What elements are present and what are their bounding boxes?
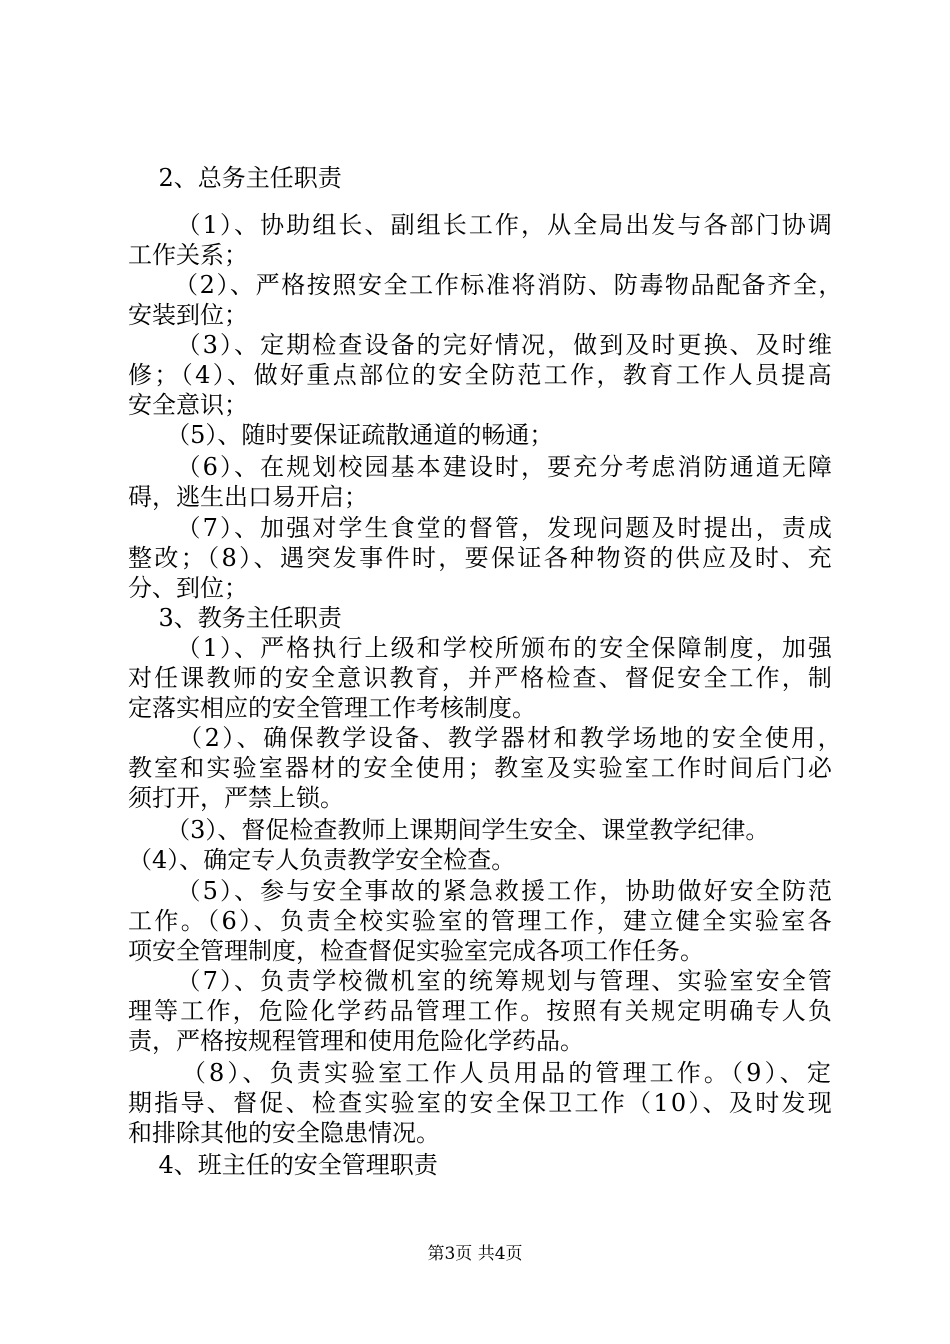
text-line: （1）、协助组长、副组长工作，从全局出发与各部门协调 xyxy=(128,211,834,239)
text-line: （2）、确保教学设备、教学器材和教学场地的安全使用， xyxy=(128,724,844,752)
text-line: 2、总务主任职责 xyxy=(128,164,342,192)
text-line: 整改；（8）、遇突发事件时，要保证各种物资的供应及时、充 xyxy=(128,544,834,572)
text-line: 3、教务主任职责 xyxy=(128,604,342,632)
text-line: （7）、加强对学生食堂的督管，发现问题及时提出，责成 xyxy=(128,514,834,542)
text-line: 工作关系； xyxy=(128,241,248,269)
text-line: 教室和实验室器材的安全使用；教室及实验室工作时间后门必 xyxy=(128,754,834,782)
text-line: 碍，逃生出口易开启； xyxy=(128,483,368,511)
text-line: （3）、定期检查设备的完好情况，做到及时更换、及时维 xyxy=(128,331,834,359)
text-line: （2）、严格按照安全工作标准将消防、防毒物品配备齐全， xyxy=(128,271,844,299)
page-footer: 第3页 共4页 xyxy=(427,1244,523,1264)
text-line: 安装到位； xyxy=(128,301,248,329)
text-line: （5）、随时要保证疏散通道的畅通； xyxy=(128,421,554,449)
text-line: （5）、参与安全事故的紧急救援工作，协助做好安全防范 xyxy=(128,877,834,905)
text-line: 分、到位； xyxy=(128,574,248,602)
text-line: 理等工作，危险化学药品管理工作。按照有关规定明确专人负 xyxy=(128,997,834,1025)
text-line: 项安全管理制度，检查督促实验室完成各项工作任务。 xyxy=(128,937,704,965)
text-line: （8）、负责实验室工作人员用品的管理工作。（9）、定 xyxy=(128,1059,834,1087)
text-line: 责，严格按规程管理和使用危险化学药品。 xyxy=(128,1027,584,1055)
text-line: 须打开，严禁上锁。 xyxy=(128,784,344,812)
text-line: （7）、负责学校微机室的统筹规划与管理、实验室安全管 xyxy=(128,967,834,995)
text-line: 工作。（6）、负责全校实验室的管理工作，建立健全实验室各 xyxy=(128,907,834,935)
text-line: 修；（4）、做好重点部位的安全防范工作，教育工作人员提高 xyxy=(128,361,834,389)
text-line: 定落实相应的安全管理工作考核制度。 xyxy=(128,694,536,722)
text-line: （1）、严格执行上级和学校所颁布的安全保障制度，加强 xyxy=(128,634,834,662)
text-line: （3）、督促检查教师上课期间学生安全、课堂教学纪律。 xyxy=(128,816,770,844)
text-line: （6）、在规划校园基本建设时，要充分考虑消防通道无障 xyxy=(128,453,834,481)
text-line: 对任课教师的安全意识教育，并严格检查、督促安全工作，制 xyxy=(128,664,834,692)
text-line: 和排除其他的安全隐患情况。 xyxy=(128,1119,440,1147)
text-line: 4、班主任的安全管理职责 xyxy=(128,1151,438,1179)
text-line: 安全意识； xyxy=(128,391,248,419)
text-line: 期指导、督促、检查实验室的安全保卫工作（10）、及时发现 xyxy=(128,1089,834,1117)
text-line: （4）、确定专人负责教学安全检查。 xyxy=(128,846,516,874)
